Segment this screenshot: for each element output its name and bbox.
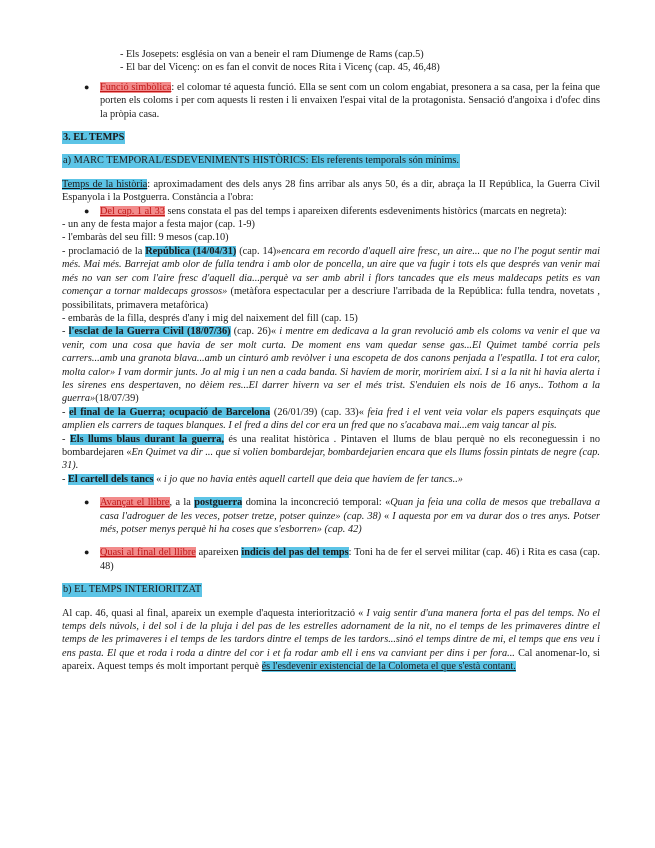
event-cap: (cap. 26)«	[230, 326, 277, 338]
event-prefix: -	[62, 473, 69, 485]
postguerra-highlight: postguerra	[194, 497, 243, 509]
intro-line-bar: - El bar del Vicenç: on es fan el convit de noces Rita i Vicenç (cap. 45, 46,48)	[120, 62, 440, 74]
llums-blaus-quote: En Quimet va dir ... que si volien bombardejar, bombardejarien encara que els llums fossin pintats de negre (cap. 31).	[62, 446, 600, 472]
avancat-text: , a la	[169, 497, 195, 509]
interioritzat-text: Cal anomenar-lo, si apareix. Aquest temps és molt important perquè	[62, 647, 600, 673]
event-prefix: -	[62, 433, 70, 445]
avancat-quote-2: I aquesta por em va durar dos o tres anys. Potser més, potser menys perquè hi ha coses que s'esborren» (cap. 42)	[100, 510, 600, 535]
indicis-highlight: indicis del pas del temps	[241, 547, 349, 559]
interioritzat-quote: I vaig sentir d'una manera forta el pas del temps. No el temps dels núvols, i del sol i de la pluja i del pas de les estrelles adornament de la nit, no el temps de les primaveres dintre el temps de les primaveres i el temps de les tardors dintre el temps de les tardors...sinó el temps dintre de mi, el temps que ens veu i ens pasta. El que et roda i roda a dintre del cor i et fa rodar amb ell i ens va canviant per dins i per fora...	[62, 607, 600, 659]
avancat-label: Avançat el llibre	[100, 497, 170, 509]
temps-historia-paragraph	[62, 178, 600, 205]
event-republica	[62, 245, 600, 312]
republica-note: (metàfora espectacular per a descriure l'arribada de la República: fulla tendra, novetats , possibilitats, primavera metafòrica)	[62, 286, 600, 311]
temps-historia-text: : aproximadament des dels anys 28 fins arribar als anys 50, és a dir, abraça la II República, la Guerra Civil Espanyola i la Postguerra. Constància a l'obra:	[62, 178, 600, 204]
event-prefix: - proclamació de la	[62, 245, 146, 257]
avancat-text: domina la inconcreció temporal: «	[242, 497, 391, 509]
final-llibre-item	[62, 546, 600, 573]
event-cartell-tancs	[62, 473, 600, 486]
event-embaras-fill: - l'embaràs del seu fill: 9 mesos (cap.10)	[62, 232, 229, 244]
final-llibre-label: Quasi al final del llibre	[100, 547, 196, 559]
funcio-simbolica-item	[62, 81, 600, 121]
guerra-civil-quote: i mentre em dedicava a la gran revolució amb els coloms va venir el que va venir, com una cosa que havia de ser molt curta. De moment ens vam quedar sense gas...El Quimet també corria pels carrers...amb una granota blava...amb un cinturó amb revòlver i una escopeta de dos canons penjada a l'espatlla. I tot era calor, molta calor»	[62, 326, 600, 378]
event-llums-blaus	[62, 433, 600, 473]
llums-blaus-highlight: Els llums blaus durant la guerra,	[69, 433, 224, 445]
cartell-quote: i jo que no havia entès aquell cartell que deia que havíem de fer tancs..»	[161, 473, 463, 485]
republica-highlight: República (14/04/31)	[145, 245, 237, 257]
section-3-heading: 3. EL TEMPS	[63, 132, 125, 144]
final-llibre-text: : Toni ha de fer el servei militar (cap. 46) i Rita es casa (cap. 48)	[100, 547, 600, 572]
bullet-icon: ●	[84, 81, 90, 92]
caps-label: Del cap. 1 al 33	[100, 205, 165, 217]
llums-blaus-text: és una realitat històrica . Pintaven el llums de blau perquè no els reconeguessin i no bombardejaren «	[62, 433, 600, 458]
guerra-civil-date: (18/07/39)	[95, 393, 139, 405]
marc-temporal-heading: a) MARC TEMPORAL/ESDEVENIMENTS HISTÒRICS: Els referents temporals són mínims.	[63, 155, 459, 167]
funcio-simbolica-text: : el colomar té aquesta funció. Ella se sent com un colom engabiat, presonera a sa casa, per la feina que porten els coloms i per com aquests li resten i li envaixen l'espai vital de la protagonista. Sensació d'angoixa i d'ofec dins la pròpia casa.	[100, 81, 600, 120]
avancat-llibre-item	[62, 496, 600, 536]
caps-bullet-item	[62, 205, 600, 218]
avancat-text: «	[381, 510, 390, 522]
esdevenir-highlight: és l'esdevenir existencial de la Colometa el que s'està contant.	[261, 661, 516, 673]
bullet-icon: ●	[84, 205, 90, 216]
bullet-icon: ●	[84, 547, 90, 558]
avancat-quote-1: Quan ja feia una colla de mesos que treballava a casa l'adroguer de les veces, potser tretze, potser quinze» (cap. 38)	[100, 497, 600, 522]
event-prefix: -	[62, 326, 69, 338]
event-cap: (26/01/39) (cap. 33)«	[270, 406, 364, 418]
document-page	[62, 48, 600, 674]
intro-line-josepets: - Els Josepets: església on van a beneir el ram Diumenge de Rams (cap.5)	[120, 49, 424, 60]
final-guerra-quote: feia fred i el vent veia volar els papers esquinçats que amplien els carrers de taques blanques. I el fred a dins del cor era un fred que no s'acabava mai...em vaig tancar al pis.	[62, 406, 601, 432]
event-cap: «	[153, 473, 162, 485]
event-embaras-filla: - embaràs de la filla, després d'any i mig del naixement del fill (cap. 15)	[62, 312, 358, 324]
guerra-civil-quote-2: I vam dormir junts. Jo al mig i un nen a cada banda. Si havíem de morir, moriríem així. I si a la nit hi havia alerta i les sirenes ens despertaven, no dèiem res...El darrer hivern va ser el més trist. S'enduien els nois de 16 anys.. Tothom a la guerra»	[62, 366, 600, 405]
event-guerra-civil	[62, 325, 600, 405]
event-cap: (cap. 14)»	[236, 245, 282, 257]
funcio-simbolica-label: Funció simbòlica	[100, 81, 172, 93]
interioritzat-paragraph	[62, 607, 600, 674]
caps-text: sens constata el pas del temps i apareixen diferents esdeveniments històrics (marcats en negreta):	[164, 205, 567, 217]
event-prefix: -	[62, 406, 70, 418]
cartell-highlight: El cartell dels tancs	[68, 473, 154, 485]
republica-quote: encara em recordo d'aquell aire fresc, un aire... que no l'he pogut sentir mai més. Mai més. Barrejat amb olor de fulla tendra i amb olor de poncella, un aire que va fugir i tots els que després van venir mai més no van ser com l'aire fresc d'aquell dia...perquè va ser amb abril i flors tancades que els meus maldecaps petits es van començar a tornar maldecaps grossos»	[62, 245, 600, 298]
event-final-guerra	[62, 406, 600, 433]
event-festa-major: - un any de festa major a festa major (cap. 1-9)	[62, 219, 255, 231]
interioritzat-intro: Al cap. 46, quasi al final, apareix un exemple d'aquesta interiorització «	[62, 607, 364, 619]
final-guerra-highlight: el final de la Guerra; ocupació de Barcelona	[69, 406, 271, 418]
bullet-icon: ●	[84, 497, 90, 508]
final-llibre-text: apareixen	[195, 547, 242, 559]
temps-historia-label: Temps de la història	[62, 178, 148, 190]
guerra-civil-highlight: l'esclat de la Guerra Civil (18/07/36)	[68, 326, 231, 338]
temps-interioritzat-heading: b) EL TEMPS INTERIORITZAT	[63, 584, 202, 596]
